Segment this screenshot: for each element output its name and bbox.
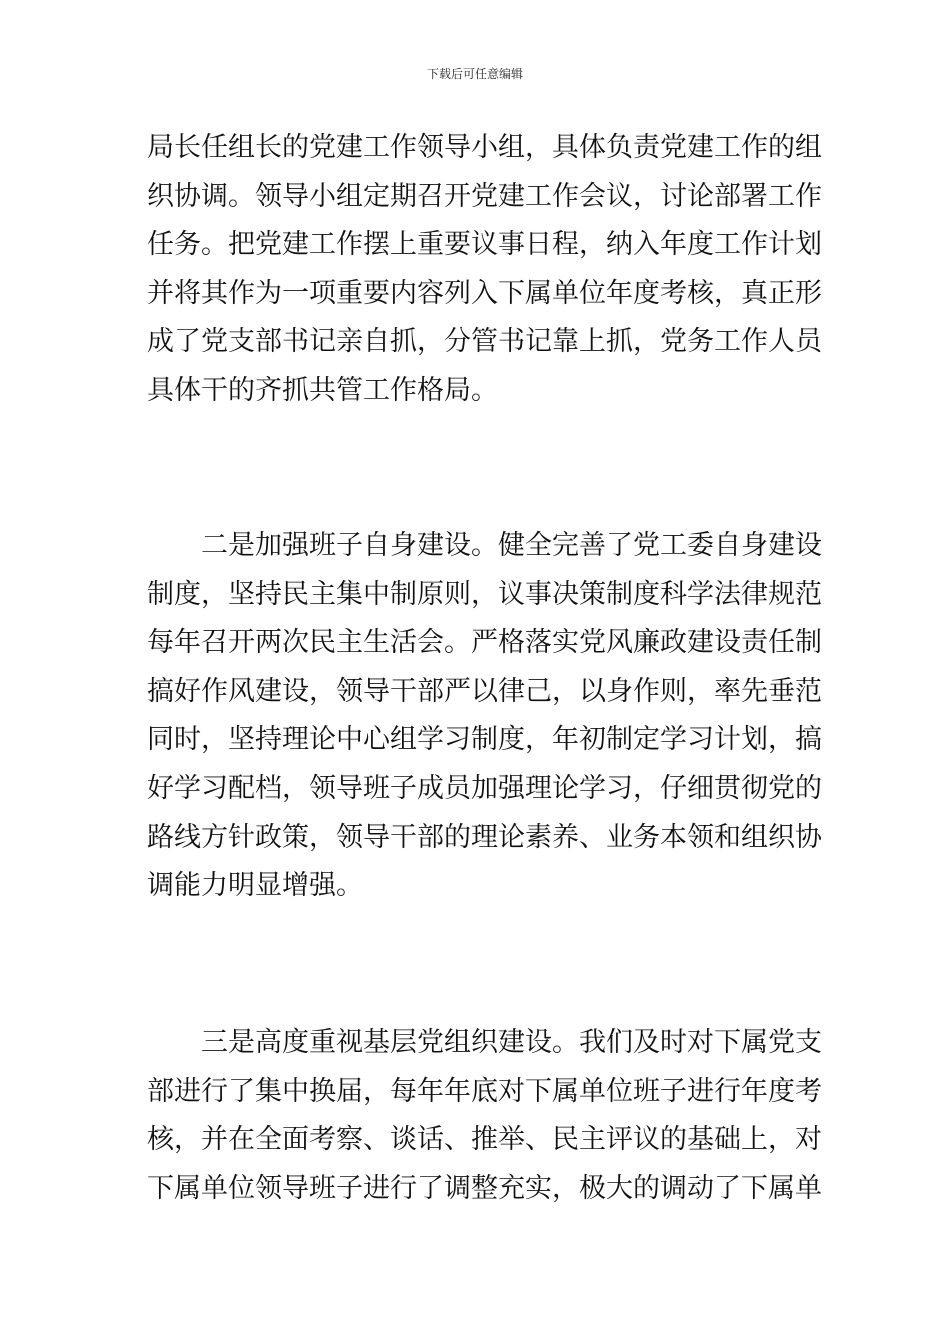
text-line: 路线方针政策，领导干部的理论素养、业务本领和组织协 xyxy=(147,821,822,853)
paragraph-2 xyxy=(147,522,822,911)
text-line: 核，并在全面考察、谈话、推举、民主评议的基础上，对 xyxy=(147,1124,822,1156)
text-line: 同时，坚持理论中心组学习制度，年初制定学习计划，搞 xyxy=(147,724,822,756)
text-line: 任务。把党建工作摆上重要议事日程，纳入年度工作计划 xyxy=(147,229,822,261)
text-line: 并将其作为一项重要内容列入下属单位年度考核，真正形 xyxy=(147,277,822,309)
text-line: 制度，坚持民主集中制原则，议事决策制度科学法律规范 xyxy=(147,578,822,610)
paragraph-3 xyxy=(147,1019,822,1213)
page-header: 下载后可任意编辑 xyxy=(426,67,523,81)
text-line: 好学习配档，领导班子成员加强理论学习，仔细贯彻党的 xyxy=(147,772,822,804)
paragraph-1 xyxy=(147,124,822,416)
text-line: 每年召开两次民主生活会。严格落实党风廉政建设责任制 xyxy=(147,627,822,659)
text-line: 三是高度重视基层党组织建设。我们及时对下属党支 xyxy=(147,1027,822,1058)
text-line: 调能力明显增强。 xyxy=(147,870,363,902)
text-line: 二是加强班子自身建设。健全完善了党工委自身建设 xyxy=(147,530,822,561)
text-line: 局长任组长的党建工作领导小组，具体负责党建工作的组 xyxy=(147,132,822,163)
text-line: 下属单位领导班子进行了调整充实，极大的调动了下属单 xyxy=(147,1172,822,1204)
text-line: 成了党支部书记亲自抓，分管书记靠上抓，党务工作人员 xyxy=(147,326,822,358)
text-line: 织协调。领导小组定期召开党建工作会议，讨论部署工作 xyxy=(147,180,822,212)
text-line: 搞好作风建设，领导干部严以律己，以身作则，率先垂范 xyxy=(147,675,822,707)
text-line: 具体干的齐抓共管工作格局。 xyxy=(147,374,498,406)
text-line: 部进行了集中换届，每年年底对下属单位班子进行年度考 xyxy=(147,1075,822,1107)
